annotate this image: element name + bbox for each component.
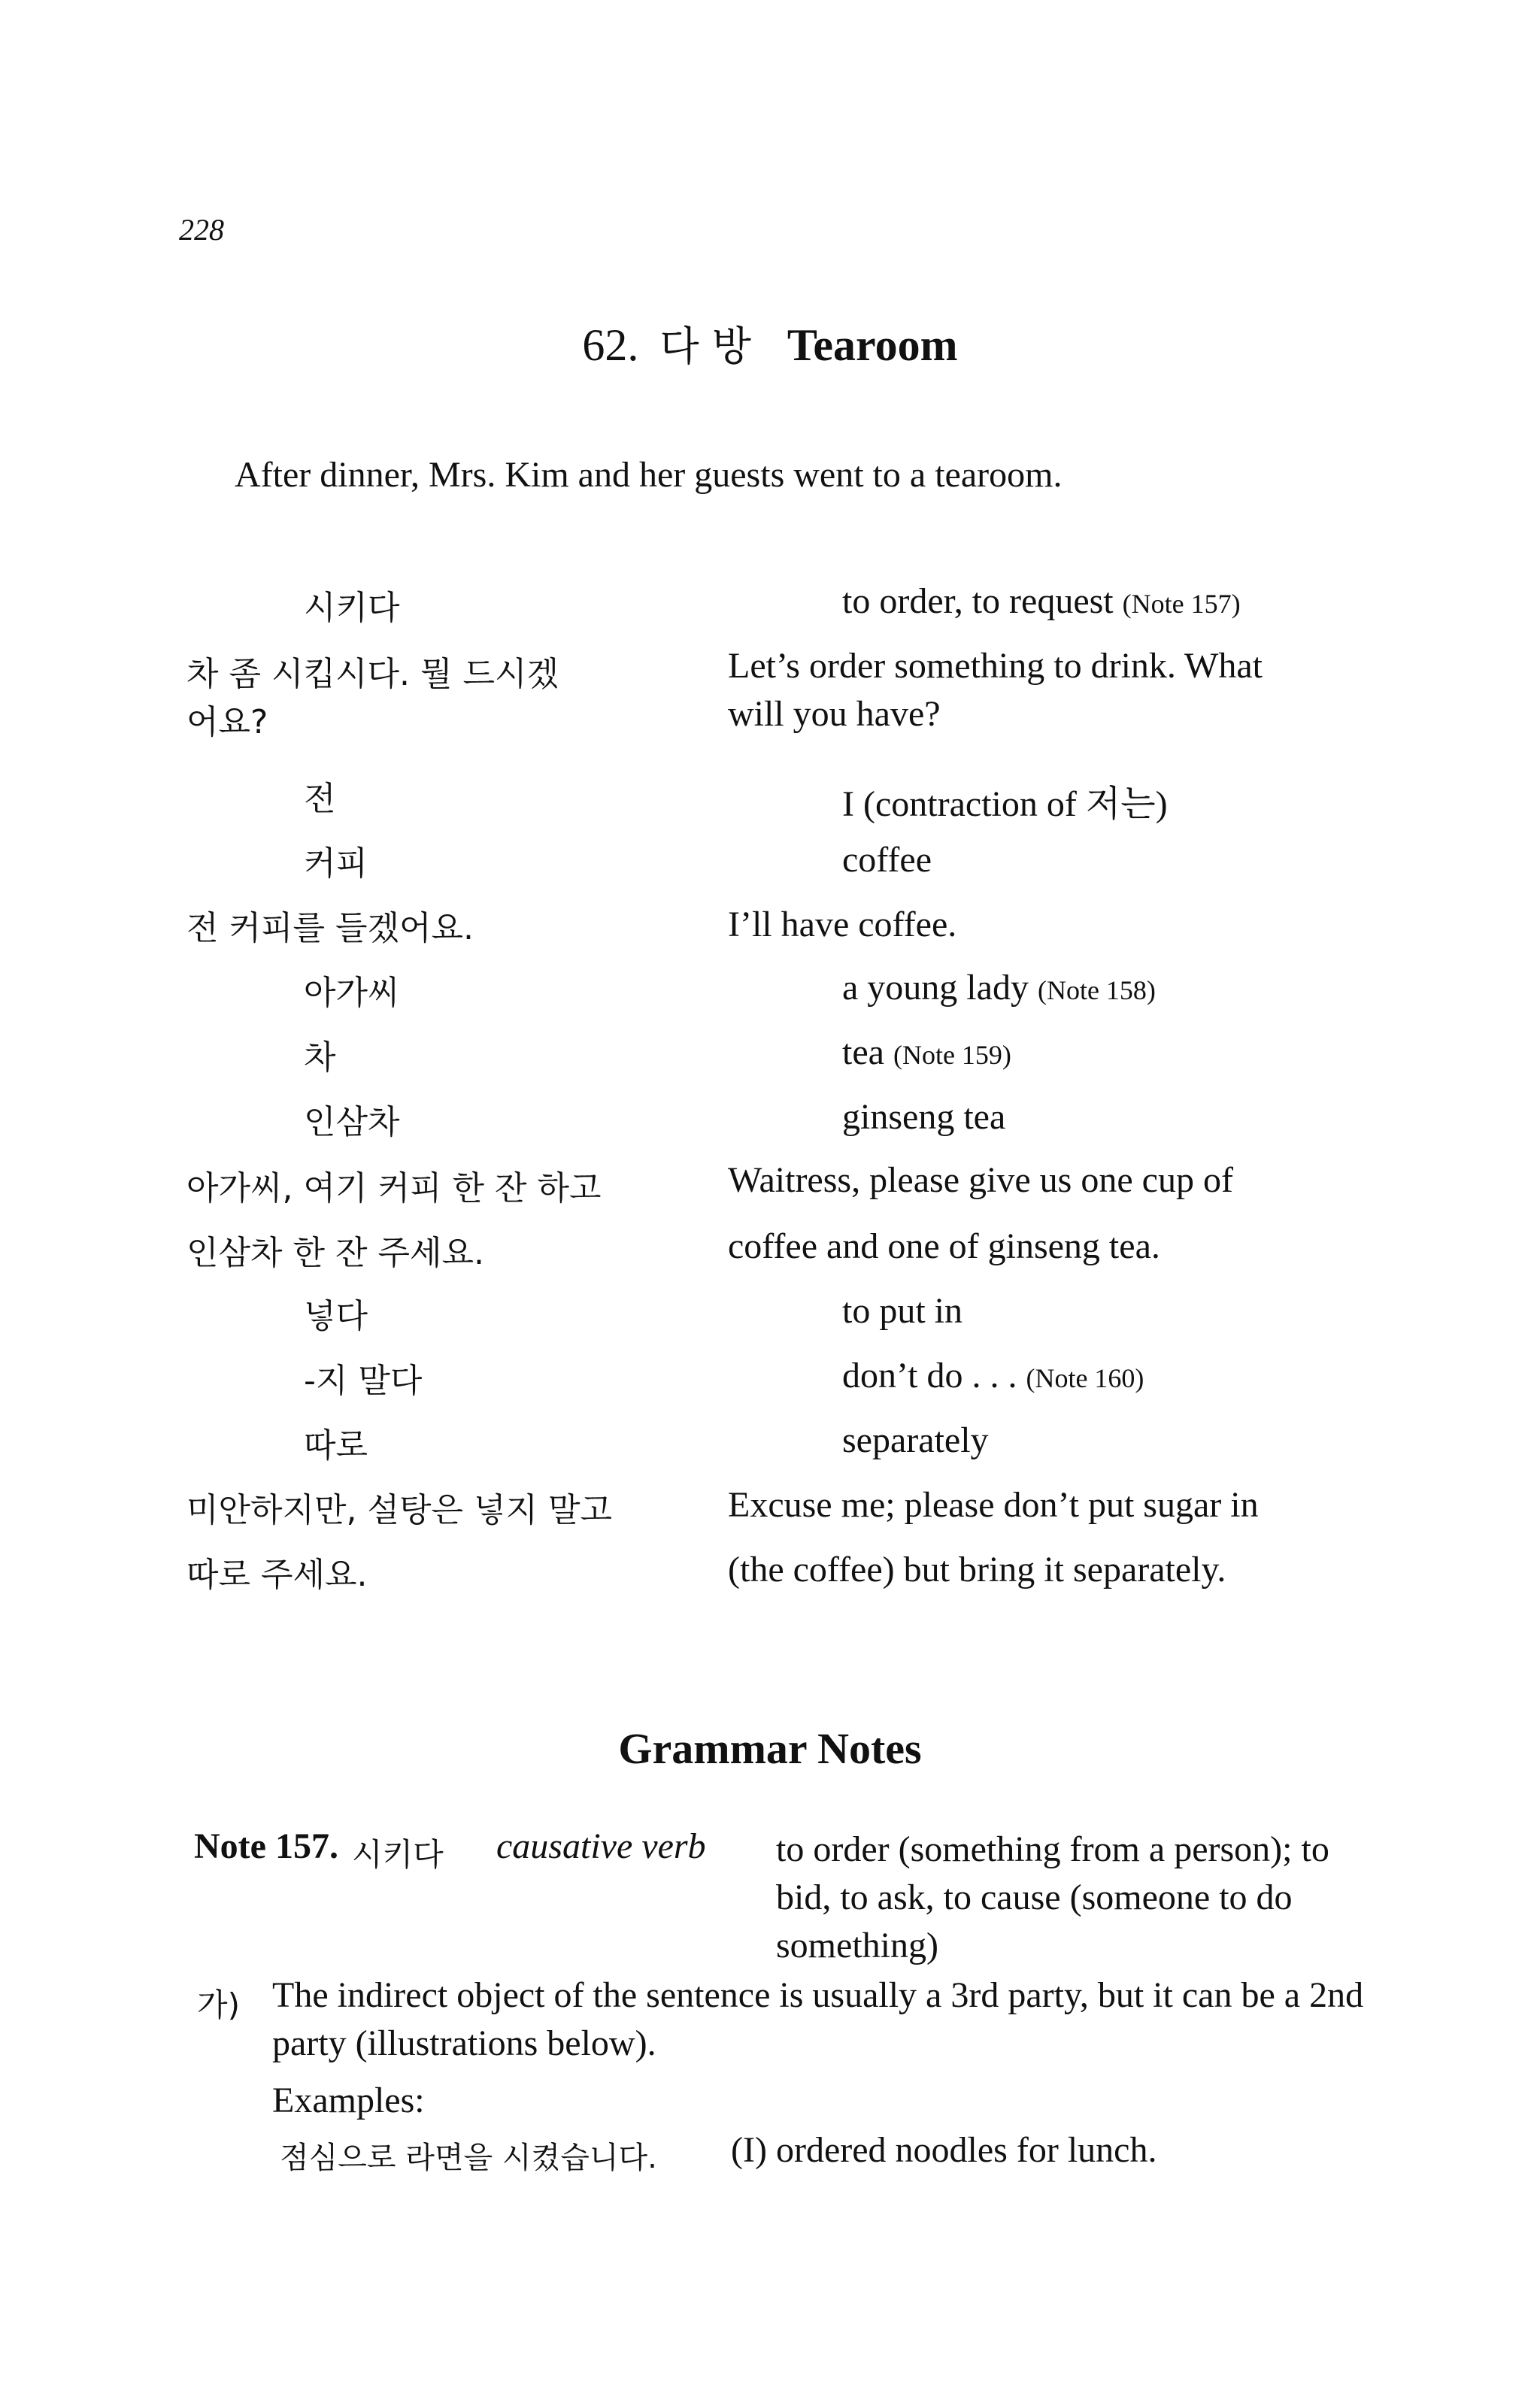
lesson-english-title: Tearoom [787,320,958,370]
lesson-number: 62. [582,320,639,370]
note-reference: (Note 159) [893,1040,1011,1070]
vocab-english: don’t do . . . (Note 160) [842,1356,1144,1396]
vocab-english: ginseng tea [842,1097,1006,1137]
vocab-english: I’ll have coffee. [728,905,957,944]
vocab-english: Waitress, please give us one cup of [728,1160,1233,1200]
vocab-korean: 커피 [304,844,368,883]
vocab-korean: 인삼차 [304,1103,400,1141]
vocab-english-cont: will you have? [728,694,941,734]
vocab-korean: 시키다 [304,589,400,627]
note-definition: to order (something from a person); to bid, to ask, to cause (someone to do something) [776,1829,1329,1965]
vocab-korean: 차 [304,1038,336,1077]
vocab-korean: 미안하지만, 설탕은 넣지 말고 [186,1491,612,1529]
examples-label: Examples: [272,2080,425,2120]
vocab-korean-cont: 인삼차 한 잔 주세요. [186,1234,484,1272]
intro-sentence: After dinner, Mrs. Kim and her guests went to a tearoom. [235,455,1063,495]
note-reference: (Note 158) [1037,975,1156,1005]
vocab-english: separately [842,1420,989,1460]
vocab-english: a young lady (Note 158) [842,968,1156,1008]
vocab-korean: 넣다 [304,1297,368,1335]
vocab-korean: 아가씨, 여기 커피 한 잔 하고 [186,1169,602,1208]
vocab-korean: 전 [304,780,336,818]
note-reference: (Note 157) [1122,589,1241,619]
lesson-korean-title: 다 방 [659,323,751,370]
vocab-english: to put in [842,1291,963,1331]
note-label: Note 157. [194,1826,338,1866]
grammar-notes-heading: Grammar Notes [618,1724,922,1773]
note-reference: (Note 160) [1026,1363,1144,1393]
vocab-english: I (contraction of 저는) [842,784,1168,824]
vocab-korean-cont: 따로 주세요. [186,1556,368,1594]
vocab-korean: 따로 [304,1426,368,1465]
sub-point-marker: 가) [197,1987,240,2023]
note-word: 시키다 [352,1836,444,1873]
vocab-english: Let’s order something to drink. What [728,646,1263,686]
sub-point-text: The indirect object of the sentence is usually a 3rd party, but it can be a 2nd party (illustrations below). [272,1975,1364,2063]
example-korean: 점심으로 라면을 시켰습니다. [280,2141,657,2175]
vocab-english-cont: (the coffee) but bring it separately. [728,1550,1226,1590]
vocab-korean: -지 말다 [304,1362,423,1400]
vocab-english: Excuse me; please don’t put sugar in [728,1485,1259,1525]
vocab-korean: 아가씨 [304,974,400,1012]
vocab-korean: 차 좀 시킵시다. 뭘 드시겠 [186,655,559,693]
vocab-korean: 전 커피를 들겠어요. [186,909,474,947]
vocab-english: to order, to request (Note 157) [842,581,1241,621]
example-english: (I) ordered noodles for lunch. [731,2130,1157,2170]
vocab-english: coffee [842,840,932,880]
lesson-title [0,314,1540,372]
vocab-english-cont: coffee and one of ginseng tea. [728,1226,1160,1266]
vocab-english: tea (Note 159) [842,1032,1011,1072]
vocab-korean-cont: 어요? [186,703,268,741]
page-number: 228 [179,213,224,247]
note-type: causative verb [496,1826,706,1866]
